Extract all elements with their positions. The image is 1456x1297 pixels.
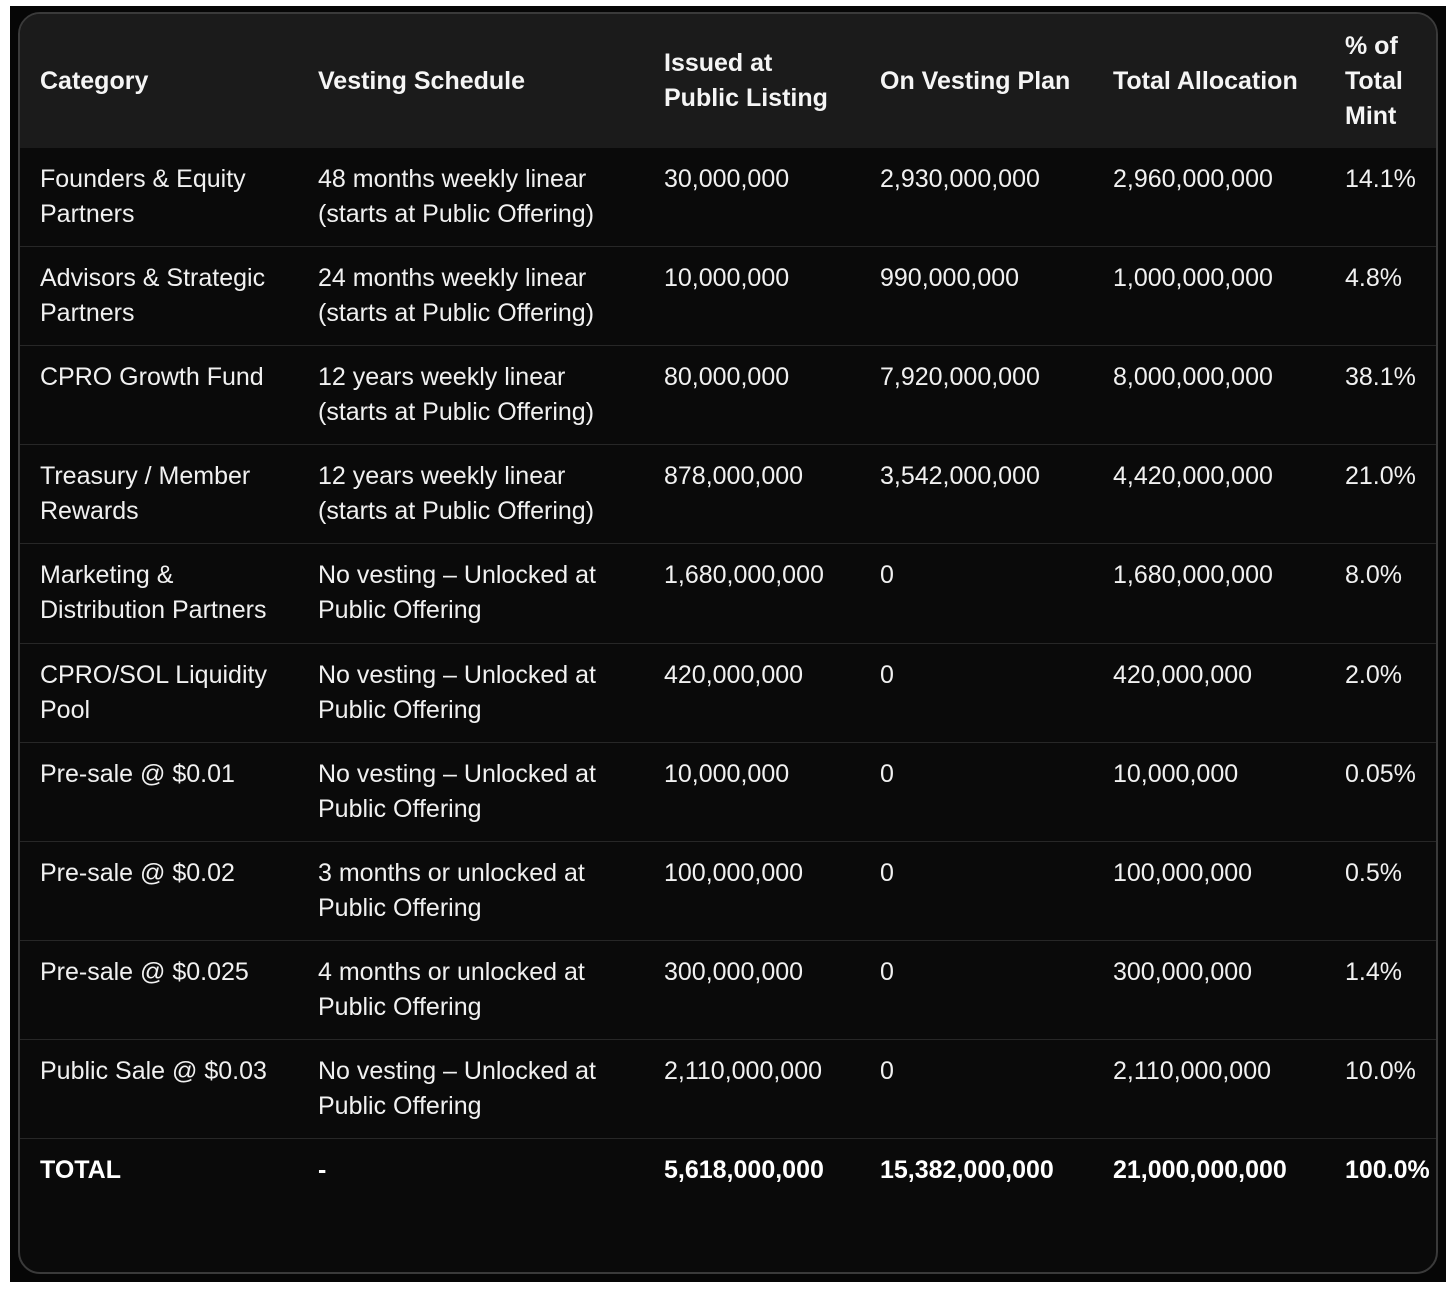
total-allocation-text: 1,680,000,000 [1113, 561, 1273, 589]
vesting-schedule-text: No vesting – Unlocked at Public Offering [318, 561, 596, 624]
total-percent-cell: 100.0% [1345, 1156, 1430, 1184]
issued-text: 10,000,000 [664, 760, 790, 788]
percent-text: 2.0% [1345, 661, 1402, 689]
screenshot-frame [10, 6, 1446, 1282]
total-allocation-text: 10,000,000 [1113, 760, 1239, 788]
issued-cell [644, 544, 860, 644]
vesting-schedule-cell [298, 148, 644, 247]
on-vesting-cell [860, 346, 1093, 445]
on-vesting-text: 2,930,000,000 [880, 165, 1040, 193]
issued-cell [644, 247, 860, 346]
table-row [20, 644, 1438, 743]
on-vesting-text: 990,000,000 [880, 264, 1020, 292]
percent-cell [1327, 544, 1438, 644]
category-text: Marketing & Distribution Partners [40, 561, 267, 624]
total-allocation-text: 2,960,000,000 [1113, 165, 1273, 193]
percent-text: 1.4% [1345, 958, 1402, 986]
vesting-schedule-cell [298, 743, 644, 842]
on-vesting-text: 3,542,000,000 [880, 462, 1040, 490]
category-cell [20, 842, 298, 941]
percent-text: 8.0% [1345, 561, 1402, 589]
issued-cell [644, 445, 860, 544]
header-percent-of-total-mint [1327, 14, 1438, 148]
category-text: Treasury / Member Rewards [40, 462, 251, 525]
header-category: Category [40, 66, 149, 95]
issued-text: 80,000,000 [664, 363, 790, 391]
category-cell [20, 544, 298, 644]
category-cell [20, 148, 298, 247]
on-vesting-cell [860, 842, 1093, 941]
vesting-schedule-text: 12 years weekly linear (starts at Public Offering) [318, 363, 595, 426]
category-text: CPRO Growth Fund [40, 363, 264, 391]
category-cell [20, 346, 298, 445]
percent-cell [1327, 148, 1438, 247]
on-vesting-cell [860, 247, 1093, 346]
issued-cell [644, 1040, 860, 1139]
on-vesting-cell [860, 941, 1093, 1040]
header-issued-at-public-listing [644, 14, 860, 148]
total-allocation-text: 100,000,000 [1113, 859, 1253, 887]
vesting-schedule-text: 12 years weekly linear (starts at Public Offering) [318, 462, 595, 525]
header-issued-label: Issued at Public Listing [664, 49, 828, 112]
table-row [20, 842, 1438, 941]
on-vesting-text: 0 [880, 1057, 894, 1085]
category-cell [20, 1040, 298, 1139]
header-percent-label: % of Total Mint [1345, 31, 1403, 130]
on-vesting-cell [860, 1040, 1093, 1139]
issued-cell [644, 346, 860, 445]
issued-cell [644, 743, 860, 842]
percent-cell [1327, 842, 1438, 941]
table-row [20, 247, 1438, 346]
percent-text: 21.0% [1345, 462, 1416, 490]
category-text: Pre-sale @ $0.025 [40, 958, 249, 986]
category-text: CPRO/SOL Liquidity Pool [40, 661, 267, 724]
total-allocation-cell [1093, 644, 1327, 743]
total-allocation-cell [1093, 1040, 1327, 1139]
percent-cell [1327, 346, 1438, 445]
vesting-schedule-text: 3 months or unlocked at Public Offering [318, 859, 585, 922]
vesting-schedule-text: 24 months weekly linear (starts at Public Offering) [318, 264, 595, 327]
on-vesting-cell [860, 148, 1093, 247]
total-total-allocation-cell: 21,000,000,000 [1113, 1156, 1287, 1184]
category-text: Pre-sale @ $0.01 [40, 760, 235, 788]
category-cell [20, 941, 298, 1040]
total-allocation-cell [1093, 842, 1327, 941]
issued-cell [644, 148, 860, 247]
percent-text: 10.0% [1345, 1057, 1416, 1085]
vesting-schedule-cell [298, 247, 644, 346]
percent-text: 0.5% [1345, 859, 1402, 887]
issued-text: 100,000,000 [664, 859, 804, 887]
header-vesting-schedule: Vesting Schedule [318, 66, 526, 95]
vesting-schedule-text: No vesting – Unlocked at Public Offering [318, 760, 596, 823]
total-allocation-text: 300,000,000 [1113, 958, 1253, 986]
total-allocation-cell [1093, 743, 1327, 842]
issued-text: 1,680,000,000 [664, 561, 824, 589]
category-text: Advisors & Strategic Partners [40, 264, 266, 327]
total-allocation-cell [1093, 346, 1327, 445]
table-row [20, 941, 1438, 1040]
vesting-schedule-cell [298, 941, 644, 1040]
total-allocation-cell [1093, 148, 1327, 247]
table-row [20, 445, 1438, 544]
total-allocation-cell [1093, 941, 1327, 1040]
on-vesting-text: 0 [880, 760, 894, 788]
category-cell [20, 247, 298, 346]
issued-text: 878,000,000 [664, 462, 804, 490]
percent-cell [1327, 1040, 1438, 1139]
vesting-schedule-text: No vesting – Unlocked at Public Offering [318, 661, 596, 724]
total-vesting-schedule-cell: - [318, 1156, 327, 1184]
total-category-cell: TOTAL [40, 1156, 122, 1184]
on-vesting-text: 0 [880, 958, 894, 986]
percent-text: 0.05% [1345, 760, 1416, 788]
token-allocation-table [20, 14, 1438, 1202]
header-on-vesting-plan: On Vesting Plan [880, 66, 1071, 95]
category-text: Pre-sale @ $0.02 [40, 859, 235, 887]
vesting-schedule-cell [298, 445, 644, 544]
header-total-allocation: Total Allocation [1113, 66, 1298, 95]
header-row [20, 14, 1438, 148]
table-row [20, 148, 1438, 247]
table-body [20, 148, 1438, 1202]
percent-cell [1327, 941, 1438, 1040]
percent-text: 14.1% [1345, 165, 1416, 193]
total-allocation-cell [1093, 445, 1327, 544]
issued-text: 30,000,000 [664, 165, 790, 193]
on-vesting-cell [860, 544, 1093, 644]
issued-text: 2,110,000,000 [664, 1057, 823, 1085]
issued-text: 10,000,000 [664, 264, 790, 292]
total-row [20, 1139, 1438, 1203]
vesting-schedule-cell [298, 644, 644, 743]
total-allocation-text: 4,420,000,000 [1113, 462, 1273, 490]
on-vesting-cell [860, 445, 1093, 544]
issued-text: 420,000,000 [664, 661, 804, 689]
allocation-table-card [18, 12, 1438, 1274]
percent-cell [1327, 445, 1438, 544]
issued-cell [644, 644, 860, 743]
total-on-vesting-cell: 15,382,000,000 [880, 1156, 1054, 1184]
category-text: Public Sale @ $0.03 [40, 1057, 267, 1085]
vesting-schedule-cell [298, 346, 644, 445]
category-cell [20, 743, 298, 842]
table-header [20, 14, 1438, 148]
category-text: Founders & Equity Partners [40, 165, 246, 228]
table-row [20, 1040, 1438, 1139]
vesting-schedule-cell [298, 842, 644, 941]
total-allocation-cell [1093, 247, 1327, 346]
percent-text: 38.1% [1345, 363, 1416, 391]
on-vesting-text: 0 [880, 859, 894, 887]
total-issued-cell: 5,618,000,000 [664, 1156, 824, 1184]
total-allocation-text: 420,000,000 [1113, 661, 1253, 689]
total-allocation-cell [1093, 544, 1327, 644]
on-vesting-text: 0 [880, 561, 894, 589]
vesting-schedule-text: 48 months weekly linear (starts at Public Offering) [318, 165, 595, 228]
percent-cell [1327, 644, 1438, 743]
table-row [20, 544, 1438, 644]
vesting-schedule-cell [298, 1040, 644, 1139]
total-allocation-text: 1,000,000,000 [1113, 264, 1273, 292]
total-allocation-text: 2,110,000,000 [1113, 1057, 1272, 1085]
on-vesting-cell [860, 743, 1093, 842]
vesting-schedule-text: No vesting – Unlocked at Public Offering [318, 1057, 596, 1120]
issued-cell [644, 842, 860, 941]
category-cell [20, 644, 298, 743]
total-allocation-text: 8,000,000,000 [1113, 363, 1273, 391]
vesting-schedule-text: 4 months or unlocked at Public Offering [318, 958, 585, 1021]
vesting-schedule-cell [298, 544, 644, 644]
on-vesting-cell [860, 644, 1093, 743]
percent-cell [1327, 247, 1438, 346]
issued-text: 300,000,000 [664, 958, 804, 986]
issued-cell [644, 941, 860, 1040]
table-row [20, 346, 1438, 445]
on-vesting-text: 7,920,000,000 [880, 363, 1040, 391]
percent-text: 4.8% [1345, 264, 1402, 292]
on-vesting-text: 0 [880, 661, 894, 689]
percent-cell [1327, 743, 1438, 842]
table-row [20, 743, 1438, 842]
category-cell [20, 445, 298, 544]
